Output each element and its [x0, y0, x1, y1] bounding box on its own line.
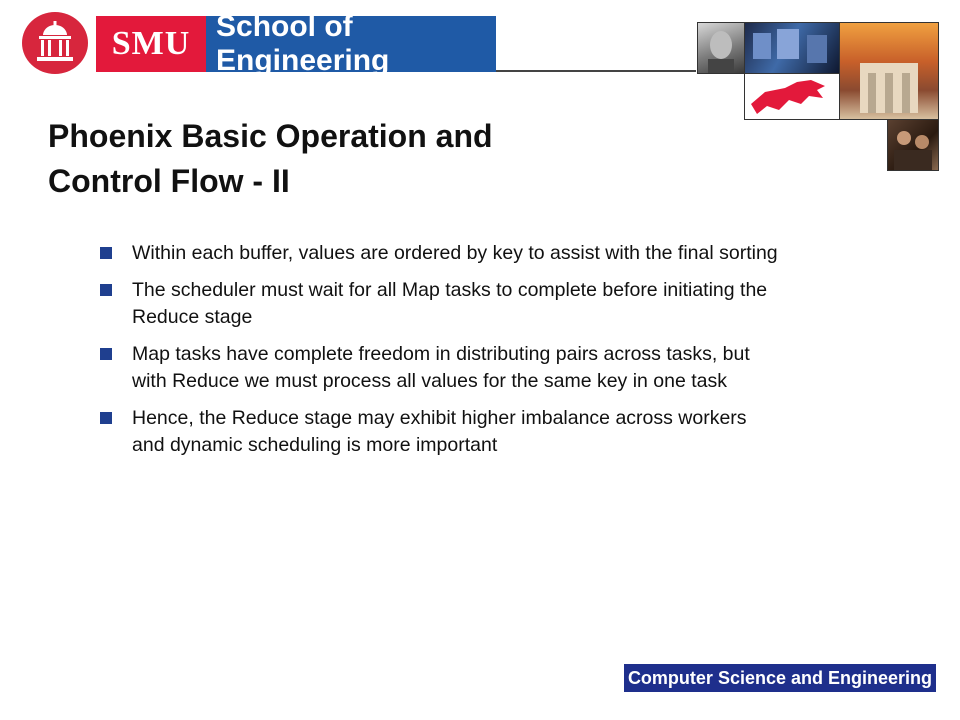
square-bullet-icon [100, 284, 112, 296]
bullet-text: The scheduler must wait for all Map tasks to complete before initiating the Reduce stage [132, 279, 768, 328]
photo-campus-building [839, 22, 939, 120]
bullet-text: Within each buffer, values are ordered by key to assist with the final sorting [132, 242, 778, 264]
bullet-item [100, 277, 780, 331]
dallas-hall-icon [31, 21, 79, 65]
bullet-list [100, 240, 780, 469]
bullet-item [100, 405, 780, 459]
bullet-item [100, 240, 780, 267]
smu-seal-logo [22, 12, 88, 74]
square-bullet-icon [100, 348, 112, 360]
smu-wordmark: SMU [96, 16, 206, 72]
square-bullet-icon [100, 247, 112, 259]
school-name: School of Engineering [206, 16, 496, 72]
slide-title [48, 114, 688, 204]
bullet-text: Map tasks have complete freedom in distributing pairs across tasks, but with Reduce we must process all values for the same key in one task [132, 343, 750, 392]
photo-portrait [697, 22, 745, 74]
bullet-text: Hence, the Reduce stage may exhibit higher imbalance across workers and dynamic scheduling is more important [132, 407, 747, 456]
photo-mustang-mascot [744, 73, 840, 120]
square-bullet-icon [100, 412, 112, 424]
slide-title-line-1: Phoenix Basic Operation and [48, 118, 493, 154]
header-rule [496, 70, 696, 72]
photo-computer-lab [744, 22, 840, 74]
smu-engineering-banner [96, 10, 496, 77]
photo-students [887, 119, 939, 171]
slide-title-line-2: Control Flow - II [48, 163, 290, 199]
footer-department-label: Computer Science and Engineering [624, 664, 936, 692]
bullet-item [100, 341, 780, 395]
